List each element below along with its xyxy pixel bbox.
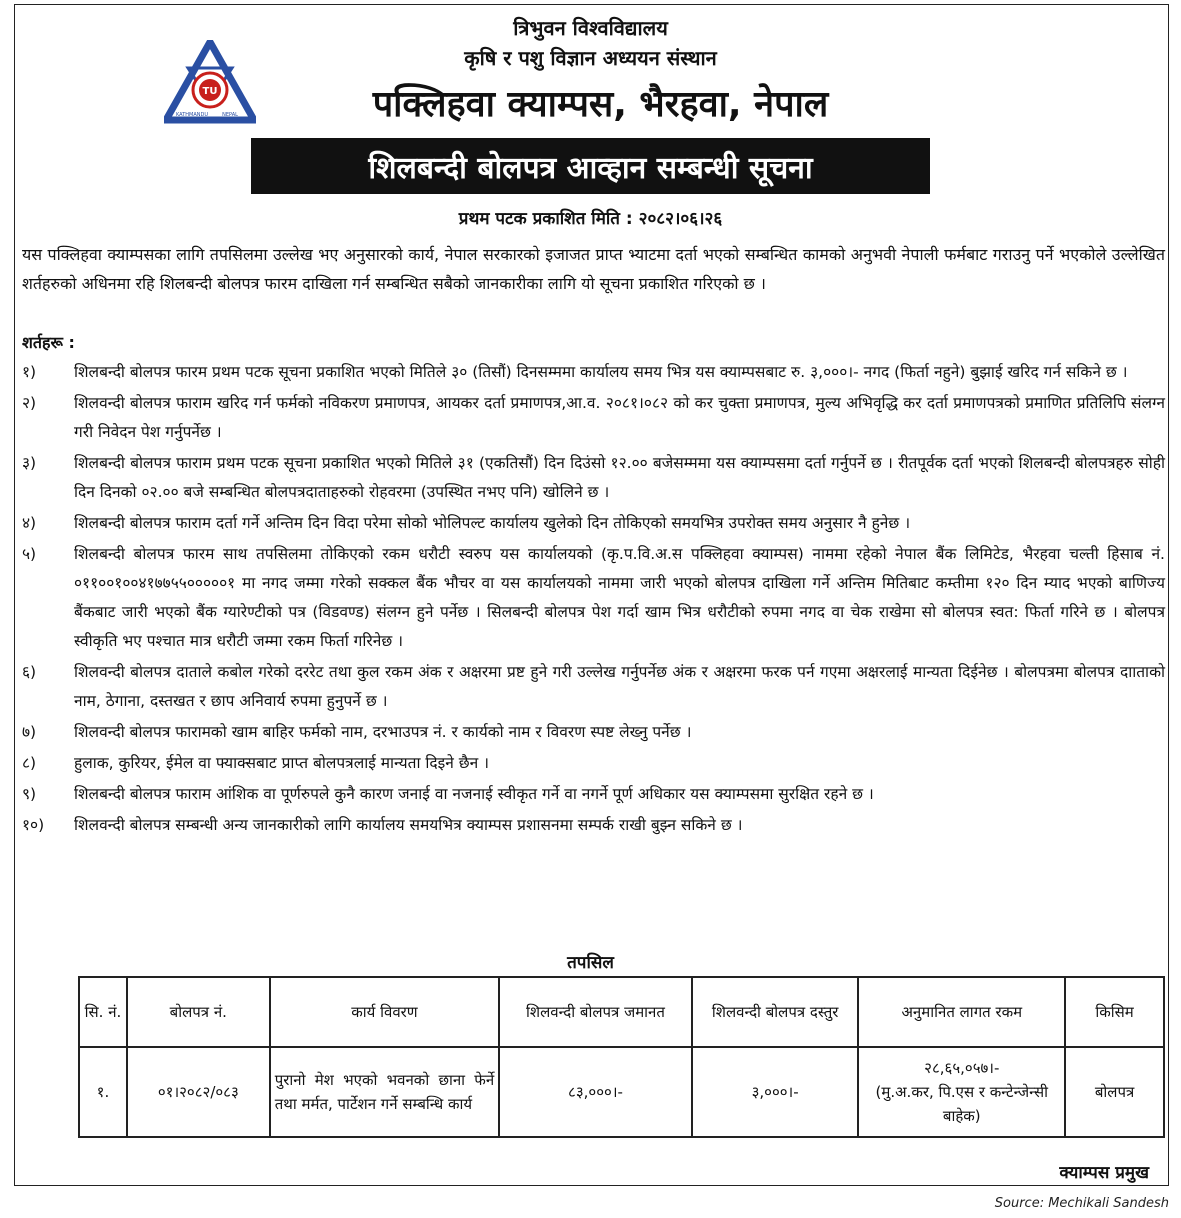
logo-initials: TU — [202, 86, 218, 97]
condition-text: शिलबन्दी बोलपत्र फाराम आंशिक वा पूर्णरुपले कुनै कारण जनाई वा नजनाई स्वीकृत गर्ने वा नगर्ने पूर्ण अधिकार यस क्याम्पसमा सुरक्षित रहने छ । — [74, 785, 874, 803]
condition-number: २) — [22, 394, 37, 412]
intro-paragraph: यस पक्लिहवा क्याम्पसका लागि तपसिलमा उल्लेख भए अनुसारको कार्य, नेपाल सरकारको इजाजत प्राप्त भ्याटमा दर्ता भएको सम्बन्धित कामको अनुभवी नेपाली फर्मबाट गराउनु पर्ने भएकोले उल्लेखित शर्तहरुको अधिनमा रहि शिलबन्दी बोलपत्र फारम दाखिला गर्न सम्बन्धित सबैको जानकारीका लागि यो सूचना प्रकाशित गरिएको छ । — [22, 245, 1165, 293]
condition-text: शिलवन्दी बोलपत्र सम्बन्धी अन्य जानकारीको लागि कार्यालय समयभित्र क्याम्पस प्रशासनमा सम्पर्क राखी बुझ्न सकिने छ । — [74, 816, 743, 834]
source-credit: Source: Mechikali Sandesh — [994, 1196, 1169, 1211]
cell-bid-no: ०१।२०८२/०८३ — [127, 1047, 270, 1137]
condition-number: ५) — [22, 545, 37, 563]
cell-bid-security: ८३,०००।- — [499, 1047, 692, 1137]
cell-cost-estimate — [858, 1047, 1065, 1137]
logo-text-right: NEPAL — [222, 112, 238, 118]
cell-type: बोलपत्र — [1065, 1047, 1164, 1137]
bid-details-table — [78, 976, 1165, 1138]
table-header-row — [79, 977, 1164, 1047]
condition-item — [22, 658, 1165, 716]
condition-number: १) — [22, 363, 37, 381]
condition-number: ९) — [22, 785, 37, 803]
estimate-note: (मु.अ.कर, पि.एस र कन्टेन्जेन्सी बाहेक) — [875, 1083, 1049, 1125]
cell-serial: १. — [79, 1047, 127, 1137]
col-type: किसिम — [1065, 977, 1164, 1047]
cell-work-description: पुरानो मेश भएको भवनको छाना फेर्ने तथा मर्मत, पार्टेशन गर्ने सम्बन्धि कार्य — [270, 1047, 499, 1137]
condition-number: १०) — [22, 816, 45, 834]
university-name: त्रिभुवन विश्वविद्यालय — [513, 16, 668, 40]
col-bid-fee: शिलवन्दी बोलपत्र दस्तुर — [692, 977, 859, 1047]
notice-header — [0, 0, 1181, 240]
col-bid-no: बोलपत्र नं. — [127, 977, 270, 1047]
terms-heading: शर्तहरू : — [22, 333, 75, 352]
condition-text: शिलबन्दी बोलपत्र फारम प्रथम पटक सूचना प्रकाशित भएको मितिले ३० (तिसौं) दिनसम्ममा कार्यालय समय भित्र यस क्याम्पसबाट रु. ३,०००।- नगद (फिर्ता नहुने) बुझाई खरिद गर्न सकिने छ । — [74, 363, 1128, 381]
signatory: क्याम्पस प्रमुख — [1059, 1163, 1149, 1183]
campus-name: पक्लिहवा क्याम्पस, भैरहवा, नेपाल — [372, 84, 829, 125]
condition-item — [22, 449, 1165, 507]
cell-bid-fee: ३,०००।- — [692, 1047, 859, 1137]
condition-item — [22, 540, 1165, 656]
schedule-caption: तपसिल — [567, 953, 614, 973]
condition-number: ७) — [22, 723, 37, 741]
condition-number: ६) — [22, 663, 37, 681]
conditions-list — [22, 358, 1165, 842]
condition-text: शिलबन्दी बोलपत्र फाराम दर्ता गर्ने अन्तिम दिन विदा परेमा सोको भोलिपल्ट कार्यालय खुलेको दिन तोकिएको समयभित्र उपरोक्त समय अनुसार नै हुनेछ । — [74, 514, 911, 532]
condition-item — [22, 389, 1165, 447]
published-date: प्रथम पटक प्रकाशित मिति : २०८२।०६।२६ — [458, 209, 723, 229]
estimate-amount: २८,६५,०५७।- — [924, 1059, 1000, 1077]
condition-text: हुलाक, कुरियर, ईमेल वा फ्याक्सबाट प्राप्त बोलपत्रलाई मान्यता दिइने छैन । — [74, 754, 490, 772]
condition-text: शिलबन्दी बोलपत्र फाराम प्रथम पटक सूचना प्रकाशित भएको मितिले ३१ (एकतिसौं) दिन दिउंसो १२.०० बजेसम्ममा यस क्याम्पसमा दर्ता गर्नुपर्ने छ । रीतपूर्वक दर्ता भएको शिलबन्दी बोलपत्रहरु सोही दिन दिनको ०२.०० बजे सम्बन्धित बोलपत्रदाताहरुको रोहवरमा (उपस्थित नभए पनि) खोलिने छ । — [74, 454, 1165, 501]
condition-item — [22, 749, 1165, 778]
col-cost-estimate: अनुमानित लागत रकम — [858, 977, 1065, 1047]
condition-item — [22, 358, 1165, 387]
institute-name: कृषि र पशु विज्ञान अध्ययन संस्थान — [464, 46, 717, 70]
logo-text-left: KATHMANDU — [175, 112, 209, 118]
condition-number: ३) — [22, 454, 37, 472]
condition-text: शिलबन्दी बोलपत्र फारम साथ तपसिलमा तोकिएको रकम धरौटी स्वरुप यस कार्यालयको (कृ.प.वि.अ.स पक्लिहवा क्याम्पस) नाममा रहेको नेपाल बैंक लिमिटेड, भैरहवा चल्ती हिसाब नं. ०११००१००४१७७५५०००००१ मा नगद जम्मा गरेको सक्कल बैंक भौचर वा यस कार्यालयको नाममा जारी भएको बोलपत्र दाखिला गर्ने अन्तिम मितिबाट कम्तीमा १२० दिन म्याद भएको बाणिज्य बैंकबाट जारी भएको बैंक ग्यारेण्टीको पत्र (विडवण्ड) संलग्न हुने पर्नेछ । सिलबन्दी बोलपत्र पेश गर्दा खाम भित्र धरौटीको रुपमा नगद वा चेक राखेमा सो बोलपत्र स्वत: फिर्ता गरिने छ । बोलपत्र स्वीकृति भए पश्चात मात्र धरौटी जम्मा रकम फिर्ता गरिनेछ । — [74, 545, 1165, 650]
condition-number: ८) — [22, 754, 37, 772]
condition-text: शिलवन्दी बोलपत्र दाताले कबोल गरेको दररेट तथा कुल रकम अंक र अक्षरमा प्रष्ट हुने गरी उल्लेख गर्नुपर्नेछ अंक र अक्षरमा फरक पर्न गएमा अक्षरलाई मान्यता दिईनेछ । बोलपत्रमा बोलपत्र दााताको नाम, ठेगाना, दस्तखत र छाप अनिवार्य रुपमा हुनुपर्ने छ । — [74, 663, 1165, 710]
col-serial: सि. नं. — [79, 977, 127, 1047]
table-row — [79, 1047, 1164, 1137]
col-work-description: कार्य विवरण — [270, 977, 499, 1047]
condition-number: ४) — [22, 514, 37, 532]
col-bid-security: शिलवन्दी बोलपत्र जमानत — [499, 977, 692, 1047]
condition-text: शिलवन्दी बोलपत्र फाराम खरिद गर्न फर्मको नविकरण प्रमाणपत्र, आयकर दर्ता प्रमाणपत्र,आ.व. २०८१।०८२ को कर चुक्ता प्रमाणपत्र, मुल्य अभिवृद्धि कर दर्ता प्रमाणपत्रको प्रमाणित प्रतिलिपि संलग्न गरी निवेदन पेश गर्नुपर्नेछ । — [74, 394, 1165, 441]
condition-item — [22, 780, 1165, 809]
condition-item — [22, 811, 1165, 840]
condition-item — [22, 509, 1165, 538]
condition-text: शिलवन्दी बोलपत्र फारामको खाम बाहिर फर्मको नाम, दरभाउपत्र नं. र कार्यको नाम र विवरण स्पष्ट लेख्नु पर्नेछ । — [74, 723, 692, 741]
notice-title: शिलबन्दी बोलपत्र आव्हान सम्बन्धी सूचना — [251, 138, 930, 194]
condition-item — [22, 718, 1165, 747]
